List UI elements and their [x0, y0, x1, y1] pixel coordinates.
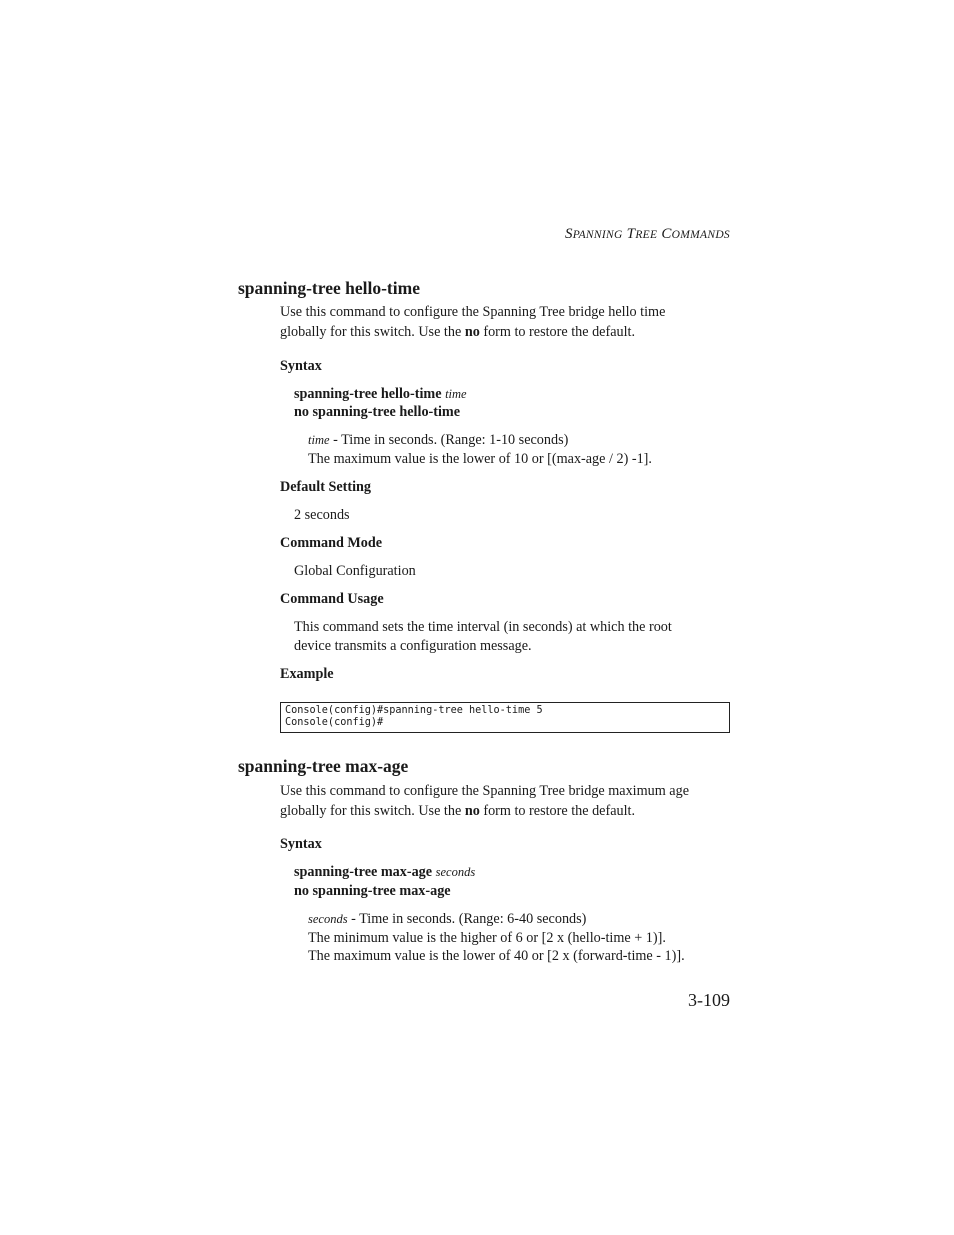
running-head-initial: C [661, 226, 672, 242]
param-note: The minimum value is the higher of 6 or [2 x (hello-time + 1)]. [308, 930, 666, 946]
syntax-no-form: no spanning-tree max-age [294, 883, 451, 899]
intro-text: globally for this switch. Use the [280, 324, 465, 340]
section-title-hello-time: spanning-tree hello-time [238, 278, 420, 298]
code-line: Console(config)# [285, 717, 384, 728]
syntax-argument: seconds [435, 865, 476, 879]
param-desc: - Time in seconds. (Range: 6-40 seconds) [347, 911, 587, 927]
section2-intro [280, 781, 730, 821]
running-head-initial: S [564, 226, 573, 242]
syntax-command: spanning-tree hello-time [294, 386, 442, 402]
syntax-command: spanning-tree max-age [294, 864, 433, 880]
param-description [308, 432, 568, 449]
intro-line: Use this command to configure the Spanning Tree bridge maximum age [280, 783, 689, 799]
section-title-max-age: spanning-tree max-age [238, 756, 409, 776]
section1-intro [280, 302, 730, 342]
syntax-heading: Syntax [280, 358, 322, 374]
running-head-initial: T [626, 226, 636, 242]
command-mode-value: Global Configuration [294, 563, 416, 579]
running-head-rest: PANNING [572, 229, 623, 241]
param-name: time [308, 433, 330, 447]
running-head-rest: REE [635, 229, 658, 241]
example-heading: Example [280, 666, 334, 682]
intro-line: Use this command to configure the Spanning Tree bridge hello time [280, 304, 666, 320]
usage-line: This command sets the time interval (in seconds) at which the root [294, 619, 672, 635]
param-note: The maximum value is the lower of 40 or [2 x (forward-time - 1)]. [308, 948, 685, 964]
intro-keyword: no [464, 324, 480, 340]
syntax-argument: time [445, 387, 467, 401]
running-head-rest: OMMANDS [671, 229, 730, 241]
syntax-line [294, 386, 467, 403]
intro-line [280, 322, 730, 342]
intro-text: globally for this switch. Use the [280, 803, 465, 819]
usage-line: device transmits a configuration message. [294, 638, 532, 654]
page-number: 3-109 [688, 990, 730, 1010]
syntax-heading: Syntax [280, 836, 322, 852]
default-setting-value: 2 seconds [294, 507, 350, 523]
param-description [308, 911, 586, 928]
param-desc: - Time in seconds. (Range: 1-10 seconds) [329, 432, 569, 448]
intro-keyword: no [464, 803, 480, 819]
syntax-no-form: no spanning-tree hello-time [294, 404, 461, 420]
default-setting-heading: Default Setting [280, 479, 372, 495]
syntax-line [294, 864, 475, 881]
param-note: The maximum value is the lower of 10 or [(max-age / 2) -1]. [308, 451, 652, 467]
code-example [280, 702, 730, 733]
param-name: seconds [308, 912, 348, 926]
intro-text: form to restore the default. [479, 324, 636, 340]
intro-line [280, 801, 730, 821]
command-mode-heading: Command Mode [280, 535, 383, 551]
intro-text: form to restore the default. [479, 803, 636, 819]
running-head [565, 226, 730, 243]
command-usage-heading: Command Usage [280, 591, 384, 607]
code-line: Console(config)#spanning-tree hello-time 5 [285, 705, 543, 716]
